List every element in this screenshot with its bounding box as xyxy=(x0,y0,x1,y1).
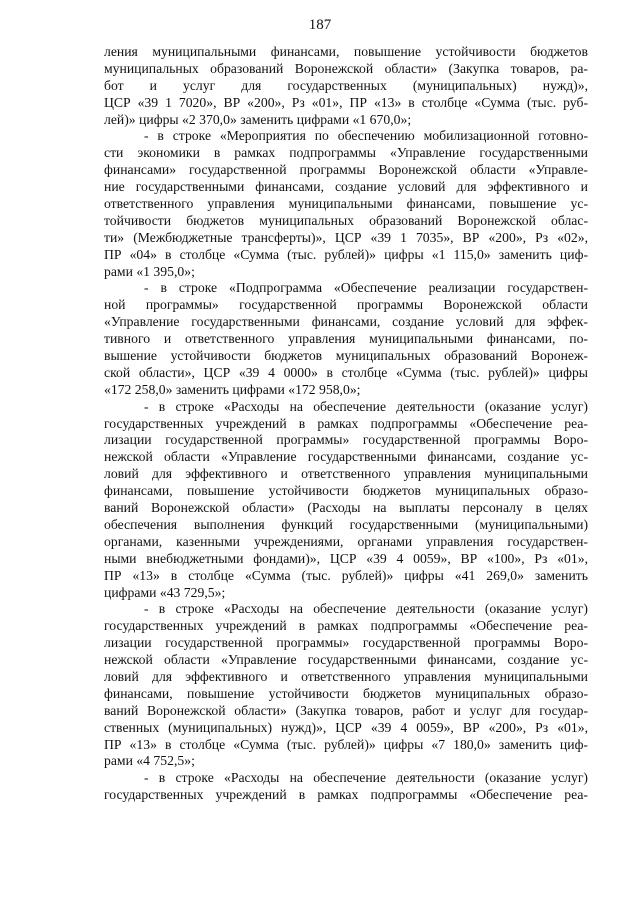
text-line: цифрами «43 729,5»; xyxy=(104,584,226,600)
text-line: ловий для эффективного и ответственного управления муниципальными xyxy=(104,466,588,482)
text-line: рами «4 752,5»; xyxy=(104,753,195,769)
document-body xyxy=(104,44,588,804)
text-line: государственных учреждений в рамках подпрограммы «Обеспечение реа- xyxy=(104,415,588,431)
text-line: сти экономики в рамках подпрограммы «Управление государственными xyxy=(104,145,588,161)
text-line: нежской области «Управление государственными финансами, создание ус- xyxy=(104,652,588,668)
text-line: ответственного управления муниципальными финансами, повышение ус- xyxy=(104,196,588,212)
text-line: ваний Воронежской области» (Закупка товаров, работ и услуг для государ- xyxy=(104,702,588,718)
text-line: обеспечения выполнения функций государственными (муниципальными) xyxy=(104,516,588,532)
text-line: ти» (Межбюджетные трансферты)», ЦСР «39 1 7035», ВР «200», Рз «02», xyxy=(104,229,588,245)
text-line: ПР «13» в столбце «Сумма (тыс. рублей)» цифры «7 180,0» заменить циф- xyxy=(104,736,588,752)
text-line: ственных (муниципальных) нужд)», ЦСР «39 4 0059», ВР «200», Рз «01», xyxy=(104,719,588,735)
text-line: - в строке «Подпрограмма «Обеспечение реализации государствен- xyxy=(144,280,588,296)
text-line: ние государственными финансами, создание условий для эффективного и xyxy=(104,179,588,195)
text-line: ными внебюджетными фондами)», ЦСР «39 4 0059», ВР «100», Рз «01», xyxy=(104,550,588,566)
text-line: ПР «13» в столбце «Сумма (тыс. рублей)» цифры «41 269,0» заменить xyxy=(104,567,588,583)
text-line: финансами» государственной программы Воронежской области «Управле- xyxy=(104,162,588,178)
text-line: муниципальных образований Воронежской области» (Закупка товаров, ра- xyxy=(104,60,588,76)
text-line: вышение устойчивости бюджетов муниципальных образований Воронеж- xyxy=(104,348,588,364)
paragraph xyxy=(104,770,588,804)
text-line: ления муниципальными финансами, повышение устойчивости бюджетов xyxy=(104,44,588,59)
paragraph xyxy=(104,128,588,280)
text-line: - в строке «Расходы на обеспечение деятельности (оказание услуг) xyxy=(144,770,588,786)
page-number: 187 xyxy=(308,17,332,33)
paragraph xyxy=(104,399,588,602)
text-line: ловий для эффективного и ответственного управления муниципальными xyxy=(104,668,588,684)
text-line: ЦСР «39 1 7020», ВР «200», Рз «01», ПР «13» в столбце «Сумма (тыс. руб- xyxy=(104,94,588,110)
text-line: ской области», ЦСР «39 4 0000» в столбце «Сумма (тыс. рублей)» цифры xyxy=(104,364,588,380)
text-line: - в строке «Расходы на обеспечение деятельности (оказание услуг) xyxy=(144,398,588,414)
text-line: финансами, повышение устойчивости бюджетов муниципальных образо- xyxy=(104,685,588,701)
text-line: нежской области «Управление государственными финансами, создание ус- xyxy=(104,449,588,465)
paragraph xyxy=(104,44,588,128)
text-line: органами, казенными учреждениями, органами управления государствен- xyxy=(104,533,588,549)
text-line: финансами, повышение устойчивости бюджетов муниципальных образо- xyxy=(104,483,588,499)
text-line: ПР «04» в столбце «Сумма (тыс. рублей)» цифры «1 115,0» заменить циф- xyxy=(104,246,588,262)
text-line: - в строке «Мероприятия по обеспечению мобилизационной готовно- xyxy=(144,128,588,144)
text-line: бот и услуг для государственных (муниципальных) нужд)», xyxy=(104,77,588,93)
text-line: ной программы» государственной программы Воронежской области xyxy=(104,297,588,313)
text-line: лей)» цифры «2 370,0» заменить цифрами «1 670,0»; xyxy=(104,111,412,127)
text-line: государственных учреждений в рамках подпрограммы «Обеспечение реа- xyxy=(104,618,588,634)
text-line: «172 258,0» заменить цифрами «172 958,0»; xyxy=(104,381,361,397)
paragraph xyxy=(104,280,588,398)
text-line: тивного и ответственного управления муниципальными финансами, по- xyxy=(104,331,588,347)
text-line: тойчивости бюджетов муниципальных образований Воронежской облас- xyxy=(104,212,588,228)
text-line: лизации государственной программы» государственной программы Воро- xyxy=(104,635,588,651)
text-line: «Управление государственными финансами, создание условий для эффек- xyxy=(104,314,588,330)
text-line: рами «1 395,0»; xyxy=(104,263,195,279)
paragraph xyxy=(104,601,588,770)
text-line: государственных учреждений в рамках подпрограммы «Обеспечение реа- xyxy=(104,787,588,803)
text-line: лизации государственной программы» государственной программы Воро- xyxy=(104,432,588,448)
text-line: ваний Воронежской области» (Расходы на выплаты персоналу в целях xyxy=(104,500,588,516)
text-line: - в строке «Расходы на обеспечение деятельности (оказание услуг) xyxy=(144,601,588,617)
